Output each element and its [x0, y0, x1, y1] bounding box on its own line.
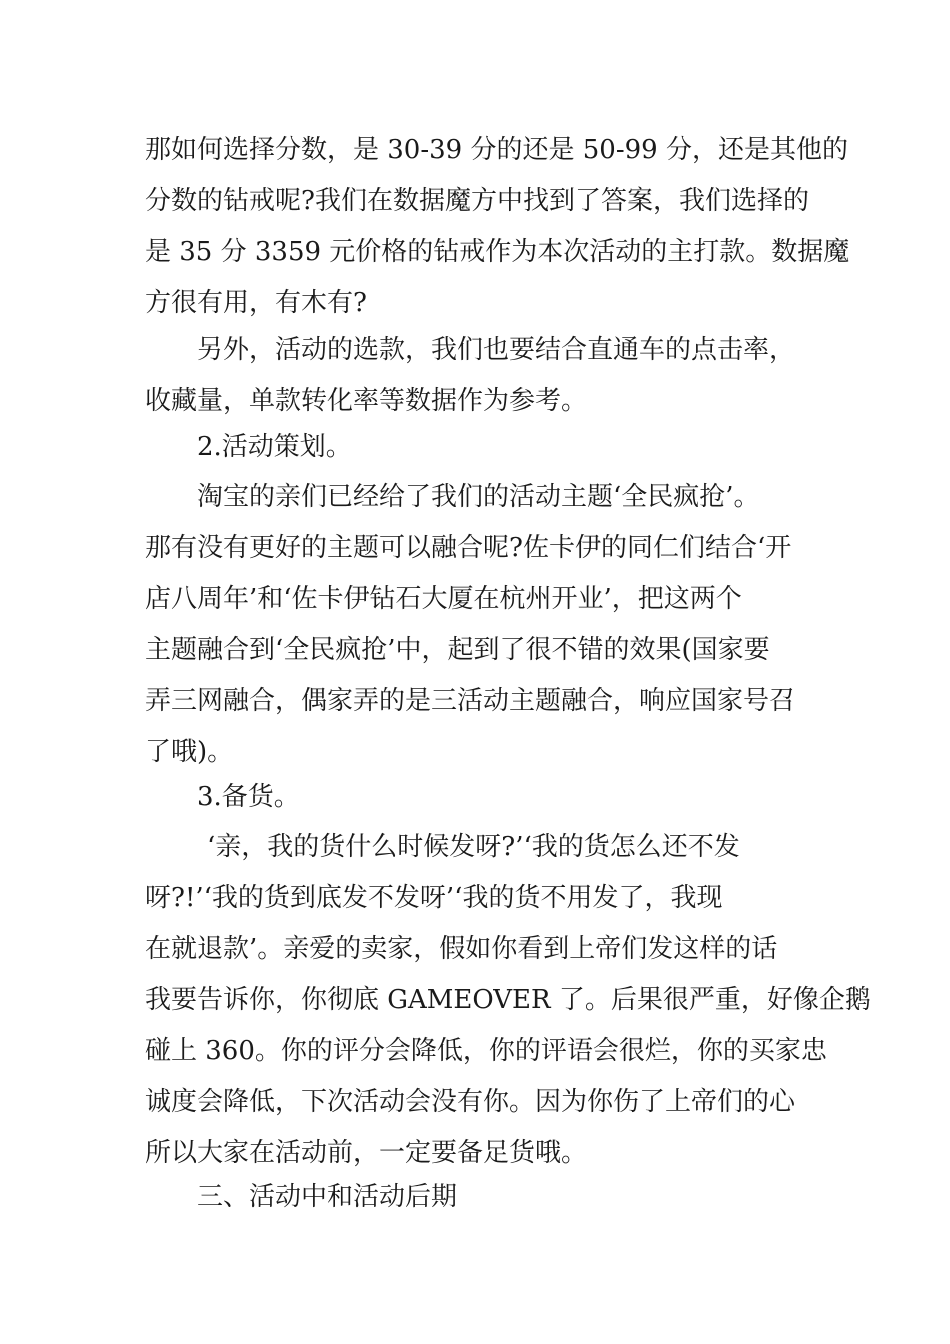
text-line: 碰上 360。你的评分会降低，你的评语会很烂，你的买家忠 — [145, 1036, 827, 1066]
paragraph-stock-warning — [145, 822, 871, 1179]
text-line: 呀?!’‘我的货到底发不发呀’‘我的货不用发了，我现 — [145, 883, 723, 913]
text-line: 三、活动中和活动后期 — [197, 1182, 458, 1212]
text-line: 3.备货。 — [197, 782, 300, 812]
text-line: 分数的钻戒呢?我们在数据魔方中找到了答案，我们选择的 — [145, 186, 809, 216]
heading-stock-preparation — [145, 772, 810, 823]
text-line: 我要告诉你，你彻底 GAMEOVER 了。后果很严重，好像企鹅 — [145, 985, 871, 1015]
paragraph-selection-reference — [145, 325, 810, 427]
text-line: 那有没有更好的主题可以融合呢?佐卡伊的同仁们结合‘开 — [145, 533, 792, 563]
text-line: 弄三网融合，偶家弄的是三活动主题融合，响应国家号召 — [145, 686, 796, 716]
text-line: 那如何选择分数，是 30-39 分的还是 50-99 分，还是其他的 — [145, 135, 848, 165]
text-line: 所以大家在活动前，一定要备足货哦。 — [145, 1138, 588, 1168]
text-line: 了哦)。 — [145, 737, 234, 767]
heading-during-and-after — [145, 1172, 810, 1223]
paragraph-score-choice — [145, 125, 850, 329]
paragraph-theme-fusion — [145, 472, 810, 778]
text-line: 淘宝的亲们已经给了我们的活动主题‘全民疯抢’。 — [197, 482, 760, 512]
text-line: 主题融合到‘全民疯抢’中，起到了很不错的效果(国家要 — [145, 635, 770, 665]
text-line: ‘亲，我的货什么时候发呀?’‘我的货怎么还不发 — [207, 832, 740, 862]
text-line: 2.活动策划。 — [197, 432, 352, 462]
text-line: 是 35 分 3359 元价格的钻戒作为本次活动的主打款。数据魔 — [145, 237, 850, 267]
text-line: 在就退款’。亲爱的卖家，假如你看到上帝们发这样的话 — [145, 934, 778, 964]
text-line: 方很有用，有木有? — [145, 288, 367, 318]
text-line: 收藏量，单款转化率等数据作为参考。 — [145, 386, 588, 416]
text-line: 店八周年’和‘佐卡伊钻石大厦在杭州开业’，把这两个 — [145, 584, 742, 614]
text-line: 诚度会降低，下次活动会没有你。因为你伤了上帝们的心 — [145, 1087, 796, 1117]
text-line: 另外，活动的选款，我们也要结合直通车的点击率， — [197, 335, 796, 365]
heading-activity-planning — [145, 422, 810, 473]
